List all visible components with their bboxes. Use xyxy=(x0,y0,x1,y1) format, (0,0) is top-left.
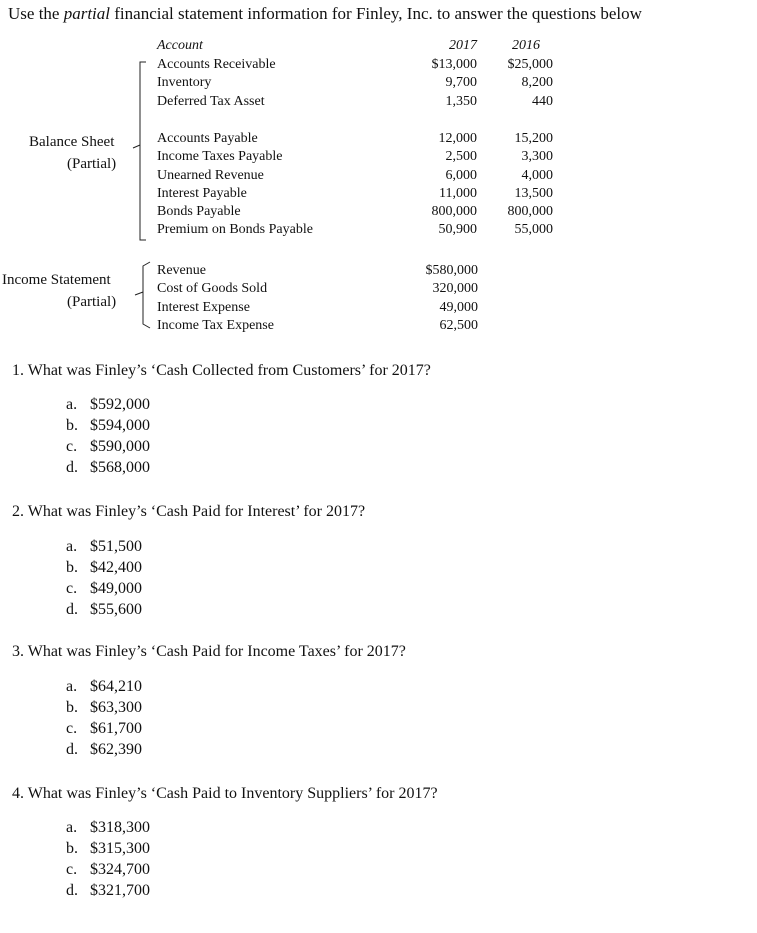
question-4: 4. What was Finley’s ‘Cash Paid to Inventory Suppliers’ for 2017? xyxy=(12,785,438,802)
question-1-options xyxy=(66,394,150,478)
option-value: $49,000 xyxy=(90,580,142,597)
option-value: $592,000 xyxy=(90,396,150,413)
value-2017: 62,500 xyxy=(439,317,478,333)
option xyxy=(66,676,142,697)
account-name: Deferred Tax Asset xyxy=(157,93,265,109)
value-2016: $25,000 xyxy=(507,57,553,72)
balance-sheet-sublabel: (Partial) xyxy=(67,156,117,172)
value-2016: 15,200 xyxy=(514,131,553,146)
intro-before: Use the xyxy=(8,4,64,23)
question-3: 3. What was Finley’s ‘Cash Paid for Income Taxes’ for 2017? xyxy=(12,643,406,660)
question-2-options xyxy=(66,536,142,620)
option-value: $318,300 xyxy=(90,819,150,836)
option-letter: a. xyxy=(66,538,78,555)
option xyxy=(66,697,142,718)
is-2017 xyxy=(400,262,478,335)
value-2017: 320,000 xyxy=(432,281,478,297)
value-2017: 49,000 xyxy=(439,299,478,315)
option xyxy=(66,415,150,436)
value-2016: 440 xyxy=(532,93,553,109)
account-name: Accounts Payable xyxy=(157,131,258,146)
option-value: $61,700 xyxy=(90,720,142,737)
option-value: $321,700 xyxy=(90,882,150,899)
option-letter: b. xyxy=(66,559,78,576)
option-letter: d. xyxy=(66,741,78,758)
option-value: $63,300 xyxy=(90,699,142,716)
intro-italic: partial xyxy=(63,4,111,23)
account-name: Revenue xyxy=(157,263,206,278)
option-value: $568,000 xyxy=(90,459,150,476)
option-value: $42,400 xyxy=(90,559,142,576)
account-name: Interest Payable xyxy=(157,185,247,201)
option xyxy=(66,817,150,838)
value-2017: 800,000 xyxy=(431,204,477,220)
option-letter: b. xyxy=(66,699,78,716)
bs-group1-accounts xyxy=(157,56,276,111)
header-2017: 2017 xyxy=(449,38,477,53)
option-letter: c. xyxy=(66,861,78,878)
option-value: $315,300 xyxy=(90,840,150,857)
option xyxy=(66,739,142,760)
option-value: $590,000 xyxy=(90,438,150,455)
option-letter: d. xyxy=(66,459,78,476)
bs-group2-2016 xyxy=(488,130,553,240)
account-name: Inventory xyxy=(157,75,212,91)
account-name: Accounts Receivable xyxy=(157,57,276,72)
question-2: 2. What was Finley’s ‘Cash Paid for Interest’ for 2017? xyxy=(12,503,366,520)
header-2016: 2016 xyxy=(512,38,540,53)
option-letter: d. xyxy=(66,882,78,899)
question-4-options xyxy=(66,817,150,901)
account-name: Interest Expense xyxy=(157,299,250,315)
option xyxy=(66,457,150,478)
account-name: Cost of Goods Sold xyxy=(157,281,268,297)
value-2017: 11,000 xyxy=(439,185,477,201)
balance-sheet-label: Balance Sheet xyxy=(29,134,115,150)
option-letter: a. xyxy=(66,396,78,413)
value-2016: 4,000 xyxy=(521,167,553,183)
option-letter: c. xyxy=(66,720,78,737)
bs-group2-accounts xyxy=(157,130,313,240)
value-2016: 55,000 xyxy=(514,222,553,238)
option-letter: a. xyxy=(66,678,78,695)
option xyxy=(66,880,150,901)
value-2016: 13,500 xyxy=(514,185,553,201)
account-name: Income Taxes Payable xyxy=(157,149,283,165)
value-2017: $13,000 xyxy=(431,57,477,72)
option-letter: c. xyxy=(66,580,78,597)
header-account: Account xyxy=(157,38,203,53)
value-2017: 2,500 xyxy=(445,149,477,165)
value-2016: 3,300 xyxy=(521,149,553,165)
value-2017: 1,350 xyxy=(445,93,477,109)
option xyxy=(66,838,150,859)
account-name: Premium on Bonds Payable xyxy=(157,222,313,238)
value-2017: 50,900 xyxy=(438,222,477,238)
option xyxy=(66,536,142,557)
value-2017: 6,000 xyxy=(445,167,477,183)
account-name: Unearned Revenue xyxy=(157,167,264,183)
option-value: $55,600 xyxy=(90,601,142,618)
option-letter: c. xyxy=(66,438,78,455)
option-value: $324,700 xyxy=(90,861,150,878)
value-2017: $580,000 xyxy=(425,263,478,278)
intro-after: financial statement information for Finley, Inc. to answer the questions below xyxy=(110,4,642,23)
bs-group2-2017 xyxy=(410,130,477,240)
option xyxy=(66,578,142,599)
option xyxy=(66,718,142,739)
account-name: Income Tax Expense xyxy=(157,317,274,333)
option-value: $62,390 xyxy=(90,741,142,758)
income-statement-label: Income Statement xyxy=(2,272,111,288)
option-letter: b. xyxy=(66,840,78,857)
balance-sheet-bracket xyxy=(133,62,146,240)
option-value: $64,210 xyxy=(90,678,142,695)
account-name: Bonds Payable xyxy=(157,204,241,220)
option xyxy=(66,394,150,415)
option-letter: d. xyxy=(66,601,78,618)
option xyxy=(66,557,142,578)
income-statement-bracket xyxy=(135,262,150,328)
question-3-options xyxy=(66,676,142,760)
option xyxy=(66,859,150,880)
value-2016: 8,200 xyxy=(521,75,553,91)
option-letter: b. xyxy=(66,417,78,434)
value-2017: 12,000 xyxy=(438,131,477,146)
bs-group1-2017 xyxy=(410,56,477,111)
question-1: 1. What was Finley’s ‘Cash Collected from Customers’ for 2017? xyxy=(12,362,431,379)
income-statement-sublabel: (Partial) xyxy=(67,294,117,310)
option-value: $594,000 xyxy=(90,417,150,434)
option-letter: a. xyxy=(66,819,78,836)
value-2016: 800,000 xyxy=(507,204,553,220)
value-2017: 9,700 xyxy=(445,75,477,91)
is-accounts xyxy=(157,262,274,335)
option xyxy=(66,599,142,620)
option xyxy=(66,436,150,457)
option-value: $51,500 xyxy=(90,538,142,555)
bs-group1-2016 xyxy=(488,56,553,111)
